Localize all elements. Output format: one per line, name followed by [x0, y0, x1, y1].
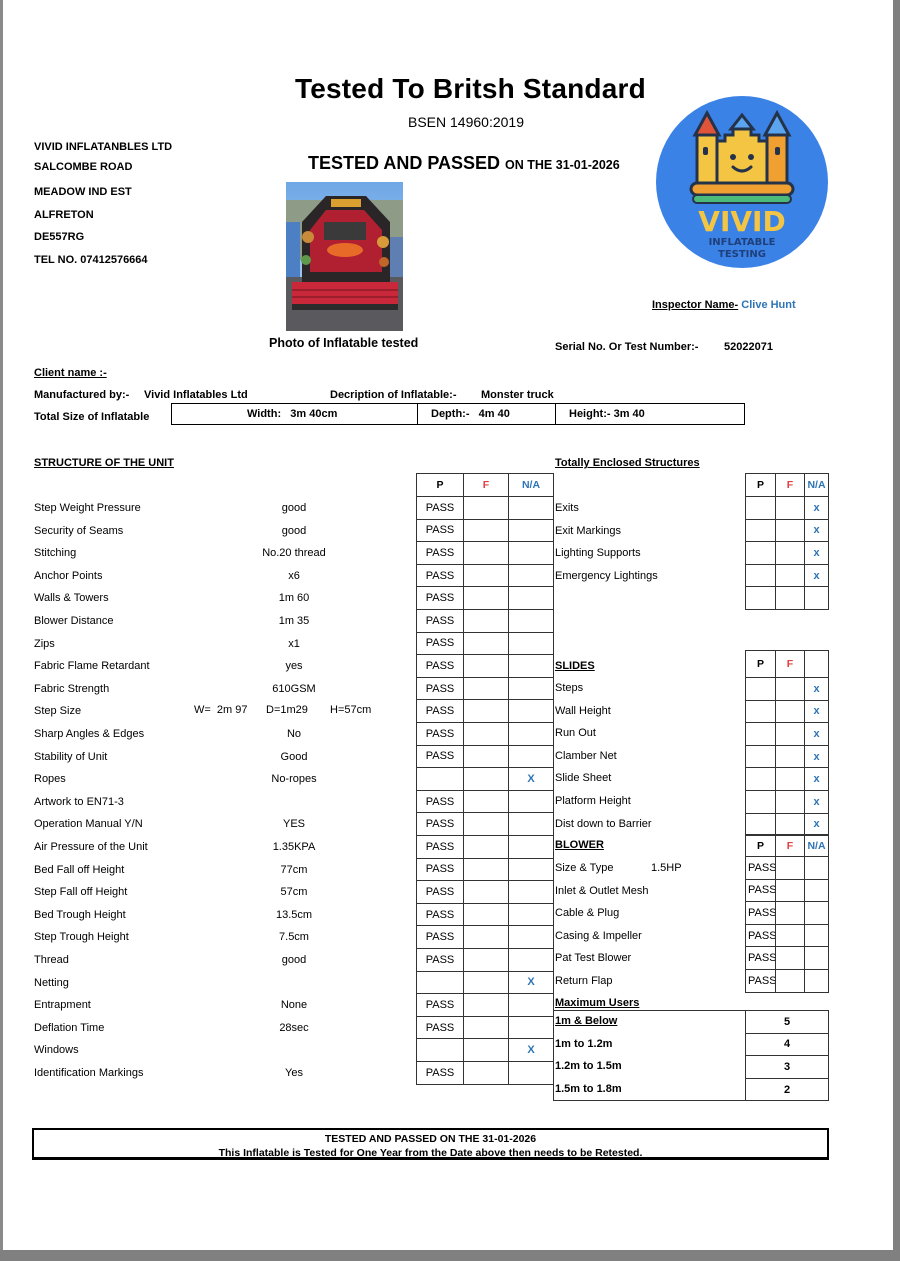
- structure-row-value: x6: [288, 569, 300, 582]
- structure-row-value: 13.5cm: [275, 908, 313, 921]
- result-cell-f: [775, 496, 805, 520]
- result-cell-na: [508, 745, 554, 769]
- serial-label: Serial No. Or Test Number:-: [555, 341, 699, 353]
- col-header-f: F: [463, 473, 509, 497]
- company-name: VIVID INFLATANBLES LTD: [34, 141, 173, 153]
- result-cell-p: [745, 790, 776, 814]
- description-value: Monster truck: [481, 389, 554, 401]
- structure-row-value: 77cm: [280, 863, 308, 876]
- result-cell-f: [463, 858, 509, 882]
- result-cell-p: PASS: [745, 946, 776, 970]
- enclosed-row-label: Lighting Supports: [555, 547, 641, 560]
- max-users-row-label: 1m & Below: [555, 1015, 618, 1027]
- result-cell-na: [508, 541, 554, 565]
- blower-row-label: Casing & Impeller: [555, 929, 642, 942]
- logo-brand: VIVID: [698, 205, 786, 238]
- result-cell-p: PASS: [416, 677, 464, 701]
- structure-row-label: Step Trough Height: [34, 931, 129, 944]
- company-phone: TEL NO. 07412576664: [34, 254, 148, 266]
- structure-row-value: No.20 thread: [262, 547, 326, 560]
- result-cell-f: [463, 654, 509, 678]
- structure-row-value: YES: [282, 818, 305, 831]
- col-header-na: N/A: [804, 473, 829, 497]
- blower-heading: BLOWER: [555, 839, 604, 851]
- result-cell-na: x: [804, 745, 829, 769]
- result-cell-p: [416, 971, 464, 995]
- slides-row-label: Run Out: [555, 727, 596, 740]
- structure-row-label: Walls & Towers: [34, 592, 109, 605]
- result-cell-p: PASS: [416, 699, 464, 723]
- bouncy-castle-logo-icon: [655, 95, 829, 269]
- result-cell-f: [463, 1061, 509, 1085]
- result-cell-p: PASS: [416, 812, 464, 836]
- structure-row-label: Bed Trough Height: [34, 908, 126, 921]
- result-cell-na: [804, 946, 829, 970]
- structure-row-value: No-ropes: [271, 773, 317, 786]
- structure-row-value: 1m 35: [278, 615, 310, 627]
- result-cell-na: X: [508, 767, 554, 791]
- structure-row-label: Netting: [34, 976, 69, 989]
- col-header-p: P: [745, 834, 776, 857]
- result-cell-f: [775, 677, 805, 701]
- max-users-heading: Maximum Users: [555, 997, 640, 1009]
- col-header-p: P: [416, 473, 464, 497]
- total-size-label: Total Size of Inflatable: [34, 411, 150, 423]
- result-cell-f: [463, 790, 509, 814]
- result-cell-na: [508, 564, 554, 588]
- manufacturer-label: Manufactured by:-: [34, 389, 130, 401]
- result-cell-f: [463, 767, 509, 791]
- structure-row-label: Step Size: [34, 705, 82, 718]
- structure-row-value: None: [280, 999, 308, 1012]
- slides-row-label: Wall Height: [555, 704, 611, 717]
- logo-line1: INFLATABLE: [708, 237, 776, 248]
- result-cell-p: PASS: [416, 519, 464, 543]
- result-cell-p: PASS: [416, 835, 464, 859]
- structure-row-label: Air Pressure of the Unit: [34, 841, 148, 853]
- result-cell-p: [416, 767, 464, 791]
- retest-notice: [32, 1128, 829, 1160]
- result-cell-na: [508, 496, 554, 520]
- passed-date: ON THE 31-01-2026: [505, 158, 620, 172]
- structure-row-label: Operation Manual Y/N: [34, 818, 143, 831]
- structure-row-label: Zips: [34, 637, 55, 650]
- result-cell-p: PASS: [416, 654, 464, 678]
- company-town: ALFRETON: [34, 209, 94, 221]
- blower-row-label: Cable & Plug: [555, 907, 620, 920]
- result-cell-na: X: [508, 1038, 554, 1062]
- result-cell-f: [775, 969, 805, 993]
- enclosed-row-label: Emergency Lightings: [555, 569, 658, 582]
- result-cell-na: [508, 835, 554, 859]
- structure-row-value: x1: [288, 637, 300, 650]
- result-cell-na: [804, 924, 829, 948]
- structure-row-value: 28sec: [279, 1021, 309, 1034]
- structure-row-value: 610GSM: [272, 682, 316, 695]
- max-users-row-label: 1.5m to 1.8m: [555, 1082, 622, 1095]
- structure-row-value: yes: [285, 660, 303, 673]
- result-cell-f: [775, 790, 805, 814]
- col-header-na: N/A: [508, 473, 554, 497]
- result-cell-na: x: [804, 541, 829, 565]
- result-cell-na: [508, 812, 554, 836]
- structure-row-value: Good: [280, 750, 308, 763]
- blower-row-label: Return Flap: [555, 975, 613, 987]
- col-header-p: P: [745, 650, 776, 678]
- result-cell-f: [463, 496, 509, 520]
- result-cell-na: x: [804, 767, 829, 791]
- result-cell-na: x: [804, 496, 829, 520]
- result-cell-p: PASS: [416, 880, 464, 904]
- slides-row-label: Slide Sheet: [555, 772, 612, 785]
- result-cell-f: [775, 541, 805, 565]
- result-cell-p: PASS: [416, 609, 464, 633]
- inspector-name: Clive Hunt: [741, 299, 796, 311]
- col-header-na: [804, 650, 829, 678]
- result-cell-p: PASS: [416, 496, 464, 520]
- result-cell-na: x: [804, 722, 829, 746]
- structure-row-value: good: [281, 502, 307, 514]
- structure-row-label: Stitching: [34, 547, 77, 560]
- result-cell-f: [463, 699, 509, 723]
- result-cell-na: x: [804, 813, 829, 837]
- structure-row-label: Step Fall off Height: [34, 886, 128, 899]
- structure-row-value: good: [281, 524, 307, 537]
- result-cell-p: PASS: [416, 586, 464, 610]
- blower-row-label: Size & Type: [555, 862, 614, 874]
- result-cell-na: [508, 790, 554, 814]
- slides-row-label: Platform Height: [555, 795, 631, 807]
- result-cell-p: PASS: [416, 1061, 464, 1085]
- result-cell-na: [508, 632, 554, 656]
- blower-row-label: Pat Test Blower: [555, 952, 632, 965]
- result-cell-na: X: [508, 971, 554, 995]
- result-cell-p: [745, 767, 776, 791]
- structure-row-value: 7.5cm: [279, 931, 309, 944]
- result-cell-p: [745, 496, 776, 520]
- result-cell-p: PASS: [416, 790, 464, 814]
- structure-row-label: Step Weight Pressure: [34, 502, 141, 514]
- result-cell-f: [463, 632, 509, 656]
- result-cell-p: PASS: [416, 903, 464, 927]
- standard-code: BSEN 14960:2019: [408, 114, 524, 130]
- col-header-na: N/A: [804, 834, 829, 857]
- serial-number: 52022071: [724, 341, 773, 353]
- slides-heading: SLIDES: [555, 660, 595, 672]
- result-cell-p: PASS: [745, 924, 776, 948]
- step-size-w: W= 2m 97: [194, 704, 248, 716]
- result-cell-na: x: [804, 700, 829, 724]
- result-cell-na: [804, 856, 829, 880]
- enclosed-row-label: Exit Markings: [555, 524, 622, 537]
- result-cell-na: [508, 609, 554, 633]
- structure-row-label: Blower Distance: [34, 615, 114, 627]
- result-cell-p: PASS: [416, 925, 464, 949]
- client-name-label: Client name :-: [34, 367, 107, 379]
- result-cell-f: [775, 856, 805, 880]
- result-cell-na: [804, 969, 829, 993]
- result-cell-na: [804, 901, 829, 925]
- inspector-label: Inspector Name-: [652, 299, 739, 311]
- company-street: SALCOMBE ROAD: [34, 161, 133, 173]
- step-size-h: H=57cm: [330, 704, 372, 716]
- result-cell-f: [463, 609, 509, 633]
- description-label: Decription of Inflatable:-: [330, 389, 457, 401]
- result-cell-f: [463, 722, 509, 746]
- result-cell-p: PASS: [416, 993, 464, 1017]
- passed-heading: [308, 153, 620, 174]
- col-header-f: F: [775, 834, 805, 857]
- structure-row-value: good: [281, 954, 307, 966]
- result-cell-na: [508, 903, 554, 927]
- logo-line2: TESTING: [718, 249, 766, 260]
- result-cell-p: [416, 1038, 464, 1062]
- structure-row-label: Sharp Angles & Edges: [34, 728, 145, 740]
- result-cell-f: [463, 519, 509, 543]
- structure-row-label: Artwork to EN71-3: [34, 795, 124, 808]
- result-cell-p: PASS: [416, 541, 464, 565]
- result-cell-p: [745, 722, 776, 746]
- result-cell-f: [775, 745, 805, 769]
- result-cell-p: PASS: [745, 969, 776, 993]
- structure-row-label: Anchor Points: [34, 569, 103, 582]
- result-cell-f: [463, 745, 509, 769]
- max-users-row-value: 5: [745, 1010, 829, 1034]
- passed-main: TESTED AND PASSED: [308, 153, 501, 173]
- col-header-f: F: [775, 650, 805, 678]
- result-cell-f: [775, 564, 805, 588]
- blower-row-label: Inlet & Outlet Mesh: [555, 884, 649, 897]
- footer-line1: TESTED AND PASSED ON THE 31-01-2026: [324, 1133, 537, 1145]
- result-cell-f: [463, 925, 509, 949]
- result-cell-f: [775, 946, 805, 970]
- result-cell-p: [745, 677, 776, 701]
- result-cell-na: [508, 925, 554, 949]
- result-cell-na: x: [804, 677, 829, 701]
- slides-row-label: Dist down to Barrier: [555, 817, 652, 830]
- vivid-logo: [655, 95, 829, 269]
- result-cell-na: [508, 948, 554, 972]
- col-header-p: P: [745, 473, 776, 497]
- result-cell-p: [745, 700, 776, 724]
- structure-row-label: Thread: [34, 954, 69, 966]
- result-cell-na: [508, 519, 554, 543]
- footer-line2: This Inflatable is Tested for One Year from the Date above then needs to be Retested.: [218, 1147, 643, 1159]
- result-cell-na: [508, 858, 554, 882]
- structure-row-label: Stability of Unit: [34, 750, 108, 763]
- result-cell-na: x: [804, 790, 829, 814]
- manufacturer-value: Vivid Inflatables Ltd: [144, 389, 248, 401]
- result-cell-f: [775, 813, 805, 837]
- result-cell-na: [804, 879, 829, 903]
- bouncy-castle-photo-icon: [286, 182, 403, 331]
- structure-row-value: Yes: [285, 1067, 303, 1079]
- structure-heading: STRUCTURE OF THE UNIT: [34, 457, 174, 469]
- structure-row-value: 57cm: [280, 886, 308, 899]
- structure-row-value: 1.35KPA: [272, 841, 316, 853]
- certificate-title: Tested To Britsh Standard: [295, 73, 646, 104]
- result-cell-na: [508, 1016, 554, 1040]
- size-width: Width: 3m 40cm: [247, 408, 338, 420]
- result-cell-p: [745, 586, 776, 610]
- result-cell-f: [463, 1038, 509, 1062]
- structure-row-value: 1m 60: [278, 592, 310, 605]
- result-cell-p: PASS: [416, 632, 464, 656]
- result-cell-f: [463, 1016, 509, 1040]
- structure-row-value: No: [286, 728, 302, 740]
- structure-row-label: Ropes: [34, 773, 66, 786]
- photo-caption: Photo of Inflatable tested: [269, 336, 419, 350]
- result-cell-na: [508, 699, 554, 723]
- max-users-row-value: 2: [745, 1078, 829, 1102]
- structure-row-label: Fabric Flame Retardant: [34, 660, 150, 673]
- result-cell-na: [508, 654, 554, 678]
- structure-row-label: Identification Markings: [34, 1067, 144, 1079]
- enclosed-heading: Totally Enclosed Structures: [555, 457, 700, 469]
- size-box: [171, 403, 745, 425]
- structure-row-label: Windows: [34, 1044, 79, 1057]
- blower-size-value: 1.5HP: [651, 862, 682, 874]
- result-cell-p: PASS: [745, 856, 776, 880]
- result-cell-na: [508, 586, 554, 610]
- col-header-f: F: [775, 473, 805, 497]
- max-users-row-value: 3: [745, 1055, 829, 1079]
- result-cell-f: [775, 924, 805, 948]
- slides-row-label: Clamber Net: [555, 749, 617, 762]
- result-cell-p: PASS: [745, 879, 776, 903]
- result-cell-p: PASS: [416, 745, 464, 769]
- structure-row-label: Fabric Strength: [34, 682, 110, 695]
- result-cell-f: [463, 903, 509, 927]
- result-cell-p: PASS: [416, 722, 464, 746]
- result-cell-f: [463, 812, 509, 836]
- result-cell-p: [745, 564, 776, 588]
- result-cell-p: PASS: [416, 1016, 464, 1040]
- result-cell-f: [775, 879, 805, 903]
- result-cell-f: [775, 586, 805, 610]
- max-users-row-label: 1m to 1.2m: [555, 1037, 613, 1050]
- result-cell-f: [463, 880, 509, 904]
- result-cell-na: [508, 722, 554, 746]
- result-cell-f: [775, 901, 805, 925]
- result-cell-f: [775, 722, 805, 746]
- result-cell-f: [463, 586, 509, 610]
- inspector: [652, 299, 796, 311]
- result-cell-na: x: [804, 519, 829, 543]
- company-estate: MEADOW IND EST: [34, 186, 132, 198]
- result-cell-f: [463, 835, 509, 859]
- result-cell-f: [463, 948, 509, 972]
- result-cell-p: [745, 745, 776, 769]
- result-cell-na: x: [804, 564, 829, 588]
- result-cell-p: [745, 519, 776, 543]
- result-cell-na: [804, 586, 829, 610]
- size-height: Height:- 3m 40: [569, 408, 645, 420]
- max-users-row-label: 1.2m to 1.5m: [555, 1060, 622, 1073]
- result-cell-f: [775, 519, 805, 543]
- result-cell-p: PASS: [416, 948, 464, 972]
- structure-row-label: Entrapment: [34, 999, 91, 1012]
- structure-row-label: Deflation Time: [34, 1021, 105, 1034]
- result-cell-p: [745, 813, 776, 837]
- structure-row-label: Bed Fall off Height: [34, 863, 125, 876]
- company-postcode: DE557RG: [34, 231, 85, 243]
- result-cell-na: [508, 677, 554, 701]
- result-cell-p: PASS: [416, 564, 464, 588]
- result-cell-p: PASS: [416, 858, 464, 882]
- structure-row-label: Security of Seams: [34, 524, 124, 537]
- step-size-d: D=1m29: [266, 704, 308, 716]
- result-cell-f: [463, 971, 509, 995]
- result-cell-na: [508, 880, 554, 904]
- max-users-row-value: 4: [745, 1033, 829, 1057]
- result-cell-p: [745, 541, 776, 565]
- result-cell-na: [508, 1061, 554, 1085]
- slides-row-label: Steps: [555, 682, 584, 694]
- result-cell-f: [463, 993, 509, 1017]
- result-cell-f: [463, 564, 509, 588]
- result-cell-f: [775, 700, 805, 724]
- size-depth: Depth:- 4m 40: [431, 408, 510, 420]
- result-cell-f: [463, 541, 509, 565]
- inflatable-photo: [286, 182, 403, 331]
- result-cell-p: PASS: [745, 901, 776, 925]
- result-cell-f: [463, 677, 509, 701]
- result-cell-f: [775, 767, 805, 791]
- enclosed-row-label: Exits: [555, 502, 579, 514]
- result-cell-na: [508, 993, 554, 1017]
